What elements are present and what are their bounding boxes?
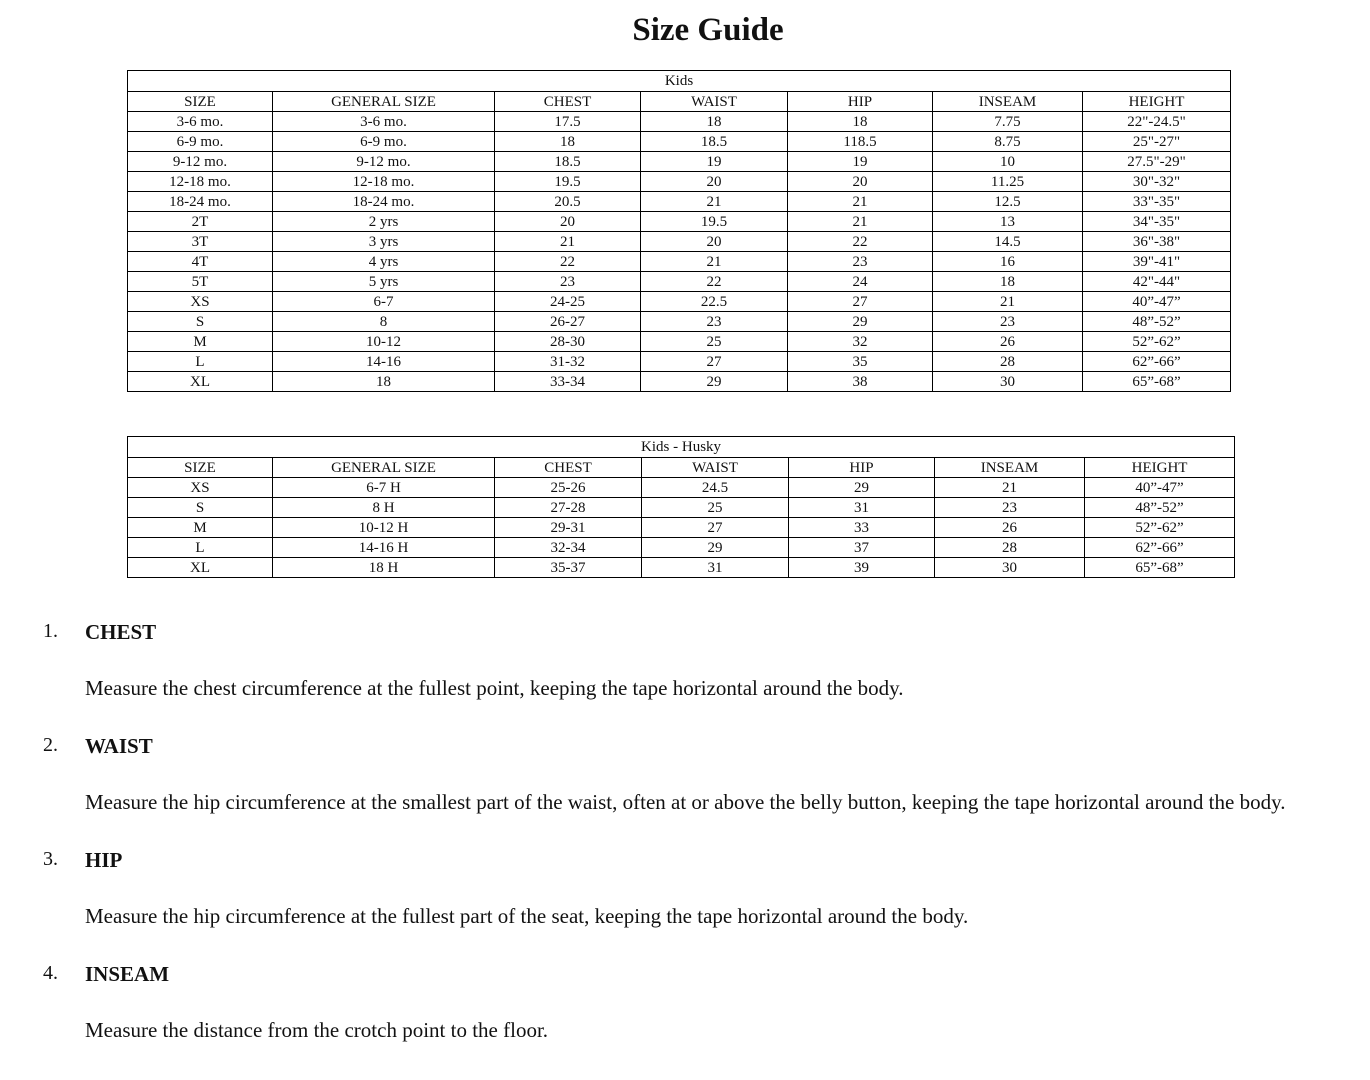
table-cell: 62”-66” [1083,352,1231,372]
table-cell: 14-16 [273,352,495,372]
table-cell: 23 [933,312,1083,332]
column-header: INSEAM [935,458,1085,478]
table-cell: 31 [642,558,789,578]
table-cell: 19.5 [495,172,641,192]
table-row [128,332,1231,352]
instruction-heading: WAIST [85,734,153,758]
table-cell: 18 [273,372,495,392]
instruction-text: Measure the hip circumference at the fullest part of the seat, keeping the tape horizontal around the body. [85,904,969,928]
instruction-number: 2. [43,734,58,756]
table-cell: 33 [789,518,935,538]
table-row [128,172,1231,192]
table-row [128,478,1235,498]
table-row [128,538,1235,558]
table-cell: 18 H [273,558,495,578]
table-cell: 27.5"-29" [1083,152,1231,172]
table-cell: 16 [933,252,1083,272]
table-cell: 21 [641,192,788,212]
kids-table-caption: Kids [128,71,1231,92]
table-cell: 18.5 [641,132,788,152]
table-cell: 20 [641,232,788,252]
column-header: INSEAM [933,92,1083,112]
table-cell: 7.75 [933,112,1083,132]
table-row [128,312,1231,332]
table-cell: 48”-52” [1083,312,1231,332]
table-cell: 39 [789,558,935,578]
table-cell: L [128,352,273,372]
table-cell: 22"-24.5" [1083,112,1231,132]
table-cell: 29 [642,538,789,558]
table-cell: 6-7 H [273,478,495,498]
instruction-heading: CHEST [85,620,157,644]
table-cell: 27-28 [495,498,642,518]
table-row [128,252,1231,272]
table-cell: 18-24 mo. [273,192,495,212]
table-cell: 22 [788,232,933,252]
table-cell: M [128,518,273,538]
table-cell: S [128,312,273,332]
table-cell: 39"-41" [1083,252,1231,272]
table-cell: 20 [495,212,641,232]
table-cell: 48”-52” [1085,498,1235,518]
table-cell: 22 [641,272,788,292]
table-cell: XS [128,478,273,498]
table-cell: 29 [789,478,935,498]
table-cell: XS [128,292,273,312]
table-cell: 21 [788,212,933,232]
table-cell: 17.5 [495,112,641,132]
table-cell: 14-16 H [273,538,495,558]
table-cell: 35-37 [495,558,642,578]
table-cell: 24-25 [495,292,641,312]
table-cell: 5 yrs [273,272,495,292]
column-header: HIP [788,92,933,112]
table-row [128,352,1231,372]
table-cell: 10-12 [273,332,495,352]
column-header: CHEST [495,92,641,112]
table-cell: 10-12 H [273,518,495,538]
table-cell: 22.5 [641,292,788,312]
column-header: HEIGHT [1085,458,1235,478]
table-cell: 31-32 [495,352,641,372]
table-cell: 18.5 [495,152,641,172]
table-cell: 38 [788,372,933,392]
table-cell: 5T [128,272,273,292]
table-cell: 21 [641,252,788,272]
table-cell: 30"-32" [1083,172,1231,192]
table-cell: 37 [789,538,935,558]
table-cell: 4 yrs [273,252,495,272]
instruction-text: Measure the hip circumference at the smallest part of the waist, often at or above the belly button, keeping the tape horizontal around the body. [85,790,1286,814]
table-cell: 8 H [273,498,495,518]
table-cell: 9-12 mo. [273,152,495,172]
table-row [128,372,1231,392]
instruction-number: 1. [43,620,58,642]
instruction-number: 3. [43,848,58,870]
table-cell: 2T [128,212,273,232]
table-cell: 19 [641,152,788,172]
table-cell: 40”-47” [1085,478,1235,498]
table-row [128,232,1231,252]
table-cell: 6-7 [273,292,495,312]
husky-size-table [127,436,1235,578]
table-cell: 12-18 mo. [128,172,273,192]
table-cell: 33-34 [495,372,641,392]
table-cell: 11.25 [933,172,1083,192]
column-header: WAIST [642,458,789,478]
table-cell: 36"-38" [1083,232,1231,252]
table-cell: 52”-62” [1083,332,1231,352]
table-cell: 29 [641,372,788,392]
table-cell: 2 yrs [273,212,495,232]
table-cell: XL [128,558,273,578]
table-row [128,498,1235,518]
table-cell: 25 [641,332,788,352]
husky-header-row [128,458,1235,478]
instruction-number: 4. [43,962,58,984]
table-cell: 40”-47” [1083,292,1231,312]
table-cell: 13 [933,212,1083,232]
table-row [128,152,1231,172]
column-header: HIP [789,458,935,478]
table-cell: 21 [935,478,1085,498]
table-cell: 22 [495,252,641,272]
instruction-text: Measure the distance from the crotch point to the floor. [85,1018,549,1042]
table-cell: 24.5 [642,478,789,498]
kids-header-row [128,92,1231,112]
instruction-heading: HIP [85,848,123,872]
table-cell: 21 [495,232,641,252]
table-cell: 3 yrs [273,232,495,252]
table-cell: 8 [273,312,495,332]
table-cell: 27 [641,352,788,372]
husky-table-caption: Kids - Husky [128,437,1235,458]
table-cell: 35 [788,352,933,372]
table-cell: 28 [935,538,1085,558]
table-cell: 52”-62” [1085,518,1235,538]
table-cell: S [128,498,273,518]
table-cell: 20.5 [495,192,641,212]
table-cell: 25"-27" [1083,132,1231,152]
table-cell: 65”-68” [1083,372,1231,392]
kids-size-table [127,70,1231,392]
table-cell: 28-30 [495,332,641,352]
column-header: GENERAL SIZE [273,458,495,478]
table-row [128,192,1231,212]
table-row [128,518,1235,538]
table-cell: 26 [935,518,1085,538]
table-cell: 18 [641,112,788,132]
table-cell: 3T [128,232,273,252]
table-cell: 27 [642,518,789,538]
table-row [128,292,1231,312]
table-cell: 23 [495,272,641,292]
table-cell: 31 [789,498,935,518]
instruction-heading: INSEAM [85,962,170,986]
table-cell: 8.75 [933,132,1083,152]
table-cell: 18 [788,112,933,132]
table-cell: 29-31 [495,518,642,538]
table-cell: 9-12 mo. [128,152,273,172]
table-cell: 18 [495,132,641,152]
table-cell: 32 [788,332,933,352]
table-cell: 23 [935,498,1085,518]
table-cell: 42"-44" [1083,272,1231,292]
table-cell: 12.5 [933,192,1083,212]
table-cell: 28 [933,352,1083,372]
table-cell: 4T [128,252,273,272]
table-cell: 30 [935,558,1085,578]
table-cell: 14.5 [933,232,1083,252]
column-header: HEIGHT [1083,92,1231,112]
table-cell: 30 [933,372,1083,392]
table-cell: 18 [933,272,1083,292]
table-cell: 20 [641,172,788,192]
table-cell: 26 [933,332,1083,352]
column-header: CHEST [495,458,642,478]
table-cell: XL [128,372,273,392]
table-row [128,132,1231,152]
table-cell: 33"-35" [1083,192,1231,212]
column-header: GENERAL SIZE [273,92,495,112]
table-cell: 3-6 mo. [273,112,495,132]
page-title: Size Guide [632,12,784,48]
table-cell: 27 [788,292,933,312]
table-cell: 20 [788,172,933,192]
column-header: SIZE [128,92,273,112]
table-cell: 62”-66” [1085,538,1235,558]
table-cell: 23 [641,312,788,332]
table-cell: 34"-35" [1083,212,1231,232]
table-cell: L [128,538,273,558]
column-header: WAIST [641,92,788,112]
table-row [128,272,1231,292]
husky-table-body [128,478,1235,578]
table-cell: 26-27 [495,312,641,332]
table-cell: 25-26 [495,478,642,498]
table-cell: 118.5 [788,132,933,152]
table-cell: 32-34 [495,538,642,558]
table-row [128,212,1231,232]
table-cell: 19 [788,152,933,172]
table-cell: 23 [788,252,933,272]
table-cell: 19.5 [641,212,788,232]
column-header: SIZE [128,458,273,478]
table-cell: 6-9 mo. [273,132,495,152]
table-row [128,558,1235,578]
table-row [128,112,1231,132]
table-cell: 6-9 mo. [128,132,273,152]
table-cell: 12-18 mo. [273,172,495,192]
table-cell: 24 [788,272,933,292]
kids-table-body [128,112,1231,392]
table-cell: M [128,332,273,352]
table-cell: 18-24 mo. [128,192,273,212]
table-cell: 29 [788,312,933,332]
table-cell: 21 [933,292,1083,312]
table-cell: 25 [642,498,789,518]
table-cell: 10 [933,152,1083,172]
table-cell: 65”-68” [1085,558,1235,578]
table-cell: 3-6 mo. [128,112,273,132]
table-cell: 21 [788,192,933,212]
instruction-text: Measure the chest circumference at the fullest point, keeping the tape horizontal around the body. [85,676,904,700]
